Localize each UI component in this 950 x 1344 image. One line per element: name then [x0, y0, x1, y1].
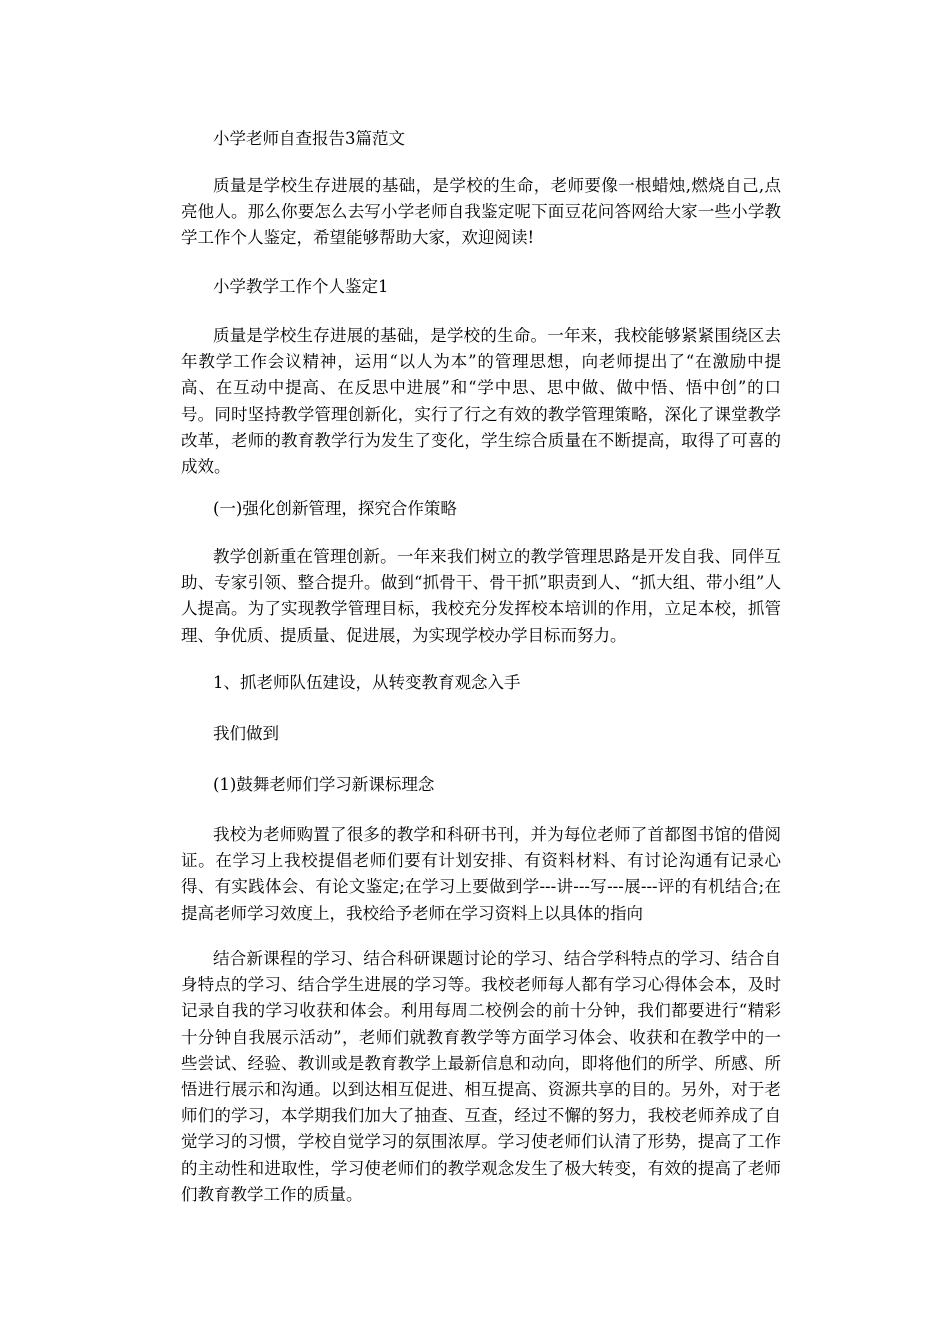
document-title: 小学老师自查报告3篇范文 — [213, 129, 405, 148]
we-did-label: 我们做到 — [213, 724, 279, 743]
subheading-strategy: (一)强化创新管理，探究合作策略 — [213, 499, 457, 518]
section-heading: 小学教学工作个人鉴定1 — [213, 277, 389, 296]
list-item-1-1: (1)鼓舞老师们学习新课标理念 — [213, 775, 435, 794]
body-paragraph-4: 结合新课程的学习、结合科研课题讨论的学习、结合学科特点的学习、结合自身特点的学习、结合学生进展的学习等。我校老师每人都有学习心得体会本，及时记录自我的学习收获和体会。利用每周二校例会的前十分钟，我们都要进行“精彩十分钟自我展示活动”，老师们就教育教学等方面学习体会、收获和在教学中的一些尝试、经验、教训或是教育教学上最新信息和动向，即将他们的所学、所感、所悟进行展示和沟通。以到达相互促进、相互提高、资源共享的目的。另外，对于老师们的学习，本学期我们加大了抽查、互查，经过不懈的努力，我校老师养成了自觉学习的习惯，学校自觉学习的氛围浓厚。学习使老师们认清了形势，提高了工作的主动性和进取性，学习使老师们的教学观念发生了极大转变，有效的提高了老师们教育教学工作的质量。 — [181, 949, 781, 1204]
body-paragraph-2: 教学创新重在管理创新。一年来我们树立的教学管理思路是开发自我、同伴互助、专家引领、整合提升。做到“抓骨干、骨干抓”职责到人、“抓大组、带小组”人人提高。为了实现教学管理目标，我校充分发挥校本培训的作用，立足本校，抓管理、争优质、提质量、促进展，为实现学校办学目标而努力。 — [181, 547, 781, 645]
body-paragraph-3: 我校为老师购置了很多的教学和科研书刊，并为每位老师了首都图书馆的借阅证。在学习上我校提倡老师们要有计划安排、有资料材料、有讨论沟通有记录心得、有实践体会、有论文鉴定;在学习上要做到学---讲---写---展---评的有机结合;在提高老师学习效度上，我校给予老师在学习资料上以具体的指向 — [181, 825, 781, 923]
intro-paragraph: 质量是学校生存进展的基础，是学校的生命，老师要像一根蜡烛,燃烧自己,点亮他人。那么你要怎么去写小学老师自我鉴定呢下面豆花问答网给大家一些小学教学工作个人鉴定，希望能够帮助大家，欢迎阅读! — [181, 176, 781, 248]
body-paragraph-1: 质量是学校生存进展的基础，是学校的生命。一年来，我校能够紧紧围绕区去年教学工作会议精神，运用“以人为本”的管理思想，向老师提出了“在激励中提高、在互动中提高、在反思中进展”和“学中思、思中做、做中悟、悟中创”的口号。同时坚持教学管理创新化，实行了行之有效的教学管理策略，深化了课堂教学改革，老师的教育教学行为发生了变化，学生综合质量在不断提高，取得了可喜的成效。 — [181, 326, 781, 477]
list-item-1: 1、抓老师队伍建设，从转变教育观念入手 — [213, 673, 521, 692]
